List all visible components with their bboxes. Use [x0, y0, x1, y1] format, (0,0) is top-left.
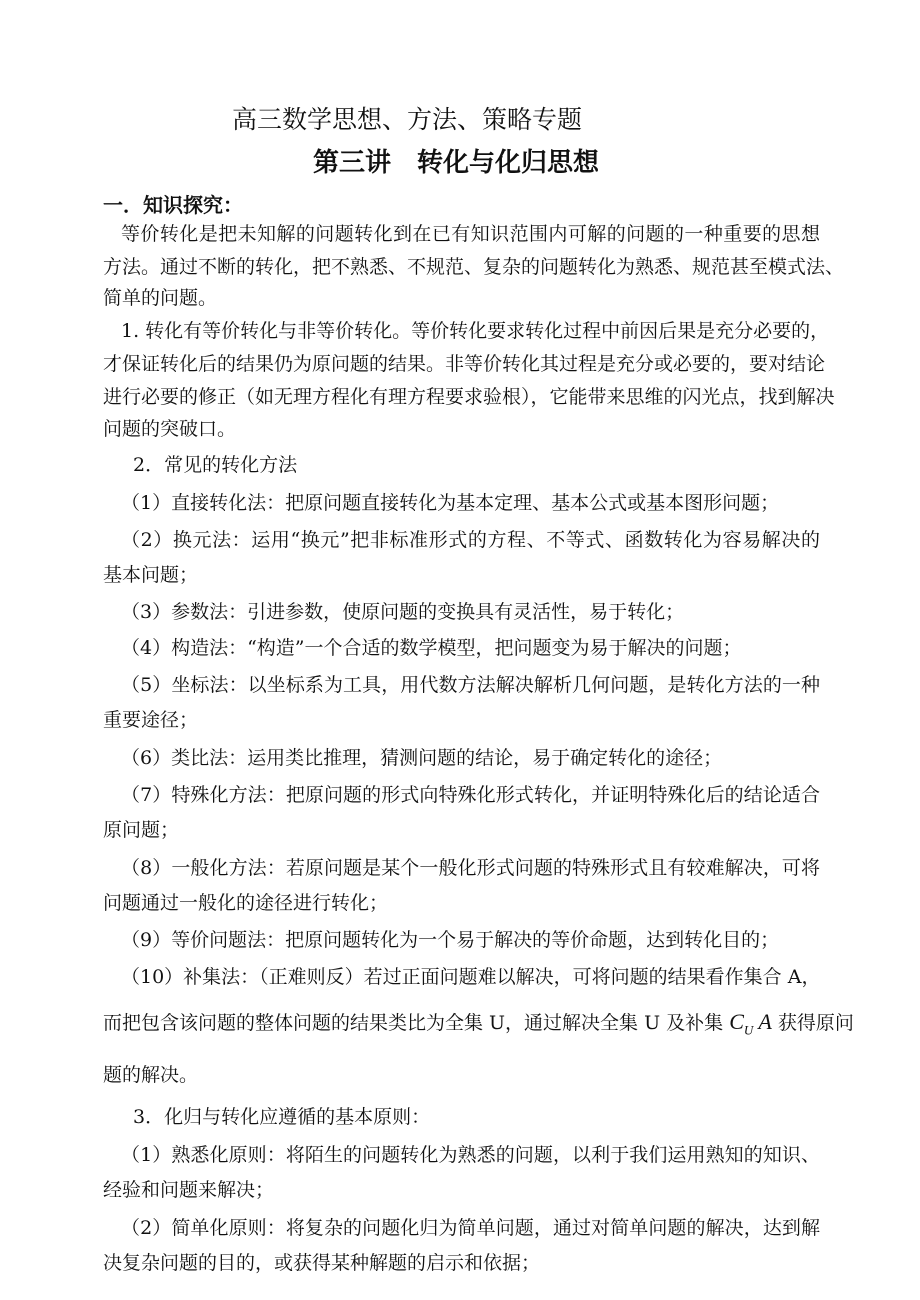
list-item-cont: 基本问题；: [103, 564, 199, 586]
list-item: （3）参数法：引进参数，使原问题的变换具有灵活性，易于转化；: [121, 601, 685, 623]
list-item-cont: 题的解决。: [103, 1064, 199, 1086]
subheading: 3．化归与转化应遵循的基本原则：: [133, 1106, 431, 1128]
list-item: （7）特殊化方法：把原问题的形式向特殊化形式转化，并证明特殊化后的结论适合: [121, 784, 820, 806]
list-item: （2）简单化原则：将复杂的问题化归为简单问题，通过对简单问题的解决，达到解: [121, 1217, 820, 1239]
list-item: （8）一般化方法：若原问题是某个一般化形式问题的特殊形式且有较难解决，可将: [121, 857, 820, 879]
list-item-cont: 决复杂问题的目的，或获得某种解题的启示和依据；: [103, 1252, 541, 1274]
math-sub-u: U: [743, 1022, 754, 1038]
list-item: （9）等价问题法：把原问题转化为一个易于解决的等价命题，达到转化目的；: [121, 929, 780, 951]
paragraph-line: 方法。通过不断的转化，把不熟悉、不规范、复杂的问题转化为熟悉、规范甚至模式法、: [103, 256, 845, 278]
list-item: （1）直接转化法：把原问题直接转化为基本定理、基本公式或基本图形问题；: [121, 492, 780, 514]
subheading: 2．常见的转化方法: [133, 454, 298, 476]
math-c: C: [729, 1009, 744, 1034]
complement-line: [103, 1009, 854, 1041]
list-item-cont: 原问题；: [103, 819, 180, 841]
list-item: （4）构造法：“构造”一个合适的数学模型，把问题变为易于解决的问题；: [121, 637, 742, 659]
list-item: （5）坐标法：以坐标系为工具，用代数方法解决解析几何问题，是转化方法的一种: [121, 674, 820, 696]
list-item-cont: 重要途径；: [103, 709, 199, 731]
paragraph-line: 1. 转化有等价转化与非等价转化。等价转化要求转化过程中前因后果是充分必要的，: [121, 320, 830, 342]
paragraph-line: 进行必要的修正（如无理方程化有理方程要求验根），它能带来思维的闪光点，找到解决: [103, 386, 835, 408]
complement-formula: [729, 1009, 772, 1038]
list-item-cont: 问题通过一般化的途径进行转化；: [103, 892, 389, 914]
math-a: A: [758, 1009, 772, 1034]
section-heading: 一．知识探究：: [103, 193, 243, 217]
text: 而把包含该问题的整体问题的结果类比为全集 U，通过解决全集 U 及补集: [103, 1012, 724, 1034]
text: 获得原问: [777, 1012, 854, 1034]
list-item: （6）类比法：运用类比推理，猜测问题的结论，易于确定转化的途径；: [121, 747, 723, 769]
list-item-cont: 经验和问题来解决；: [103, 1179, 275, 1201]
list-item: （2）换元法：运用“换元”把非标准形式的方程、不等式、函数转化为容易解决的: [121, 529, 820, 551]
list-item: （10）补集法：（正难则反）若过正面问题难以解决，可将问题的结果看作集合 A，: [121, 966, 821, 988]
paragraph-line: 简单的问题。: [103, 287, 218, 309]
paragraph-line: 才保证转化后的结果仍为原问题的结果。非等价转化其过程是充分或必要的，要对结论: [103, 353, 826, 375]
list-item: （1）熟悉化原则：将陌生的问题转化为熟悉的问题，以利于我们运用熟知的知识、: [121, 1144, 820, 1166]
paragraph-line: 等价转化是把未知解的问题转化到在已有知识范围内可解的问题的一种重要的思想: [121, 223, 820, 245]
paragraph-line: 问题的突破口。: [103, 418, 237, 440]
lecture-title: 第三讲 转化与化归思想: [313, 148, 600, 178]
document-title: 高三数学思想、方法、策略专题: [232, 105, 583, 134]
